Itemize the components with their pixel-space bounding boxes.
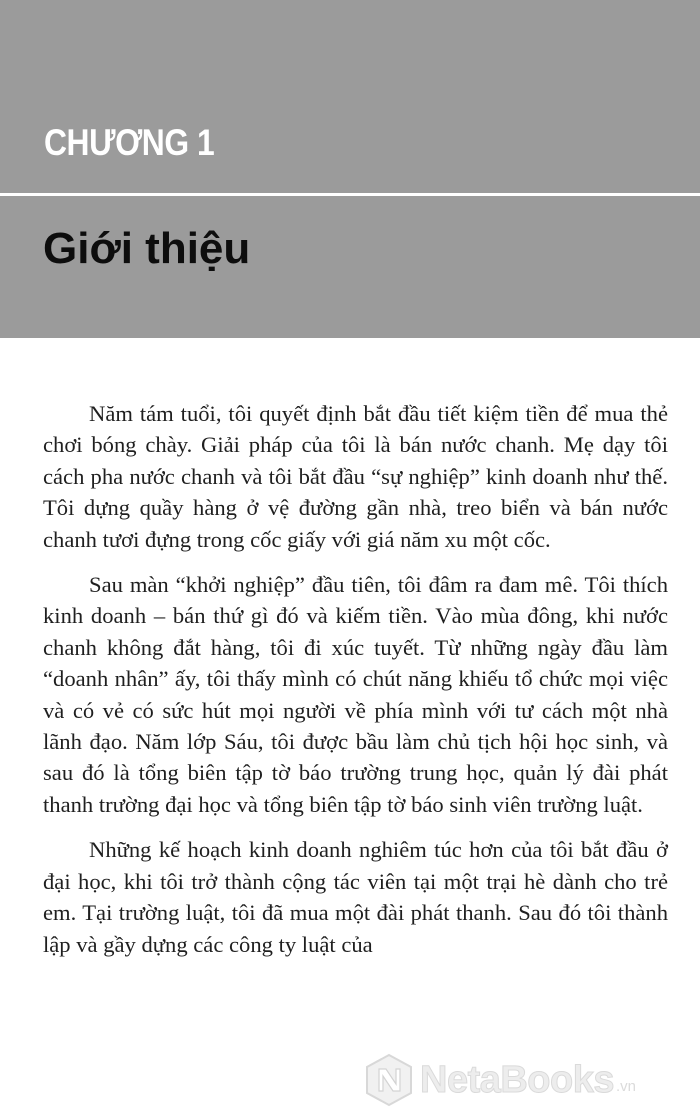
paragraph-3: Những kế hoạch kinh doanh nghiêm túc hơn của tôi bắt đầu ở đại học, khi tôi trở thành cộng tác viên tại một trại hè dành cho trẻ em. Tại trường luật, tôi đã mua một đài phát thanh. Sau đó tôi thành lập và gầy dựng các công ty luật của (43, 837, 668, 957)
netabooks-watermark (364, 1050, 636, 1110)
chapter-title: Giới thiệu (43, 224, 251, 273)
netabooks-logo-icon (364, 1053, 414, 1107)
paragraph-1: Năm tám tuổi, tôi quyết định bắt đầu tiết kiệm tiền để mua thẻ chơi bóng chày. Giải pháp của tôi là bán nước chanh. Mẹ dạy tôi cách pha nước chanh và tôi bắt đầu “sự nghiệp” kinh doanh như thế. Tôi dựng quầy hàng ở vệ đường gần nhà, treo biển và bán nước chanh tươi đựng trong cốc giấy với giá năm xu một cốc. (43, 401, 668, 552)
chapter-number-label: CHƯƠNG 1 (44, 122, 215, 163)
paragraph-2: Sau màn “khởi nghiệp” đầu tiên, tôi đâm ra đam mê. Tôi thích kinh doanh – bán thứ gì đó và kiếm tiền. Vào mùa đông, khi nước chanh không đắt hàng, tôi đi xúc tuyết. Từ những ngày đầu làm “doanh nhân” ấy, tôi thấy mình có chút năng khiếu tổ chức mọi việc và có vẻ có sức hút mọi người về phía mình với tư cách một nhà lãnh đạo. Năm lớp Sáu, tôi được bầu làm chủ tịch hội học sinh, và sau đó là tổng biên tập tờ báo trường trung học, quản lý đài phát thanh trường đại học và tổng biên tập tờ báo sinh viên trường luật. (43, 572, 668, 817)
chapter-body-text (43, 398, 668, 974)
chapter-header-band (0, 0, 700, 338)
header-divider-line (0, 193, 700, 196)
watermark-brand-text: NetaBooks (420, 1058, 614, 1101)
watermark-domain-suffix: .vn (616, 1077, 637, 1095)
